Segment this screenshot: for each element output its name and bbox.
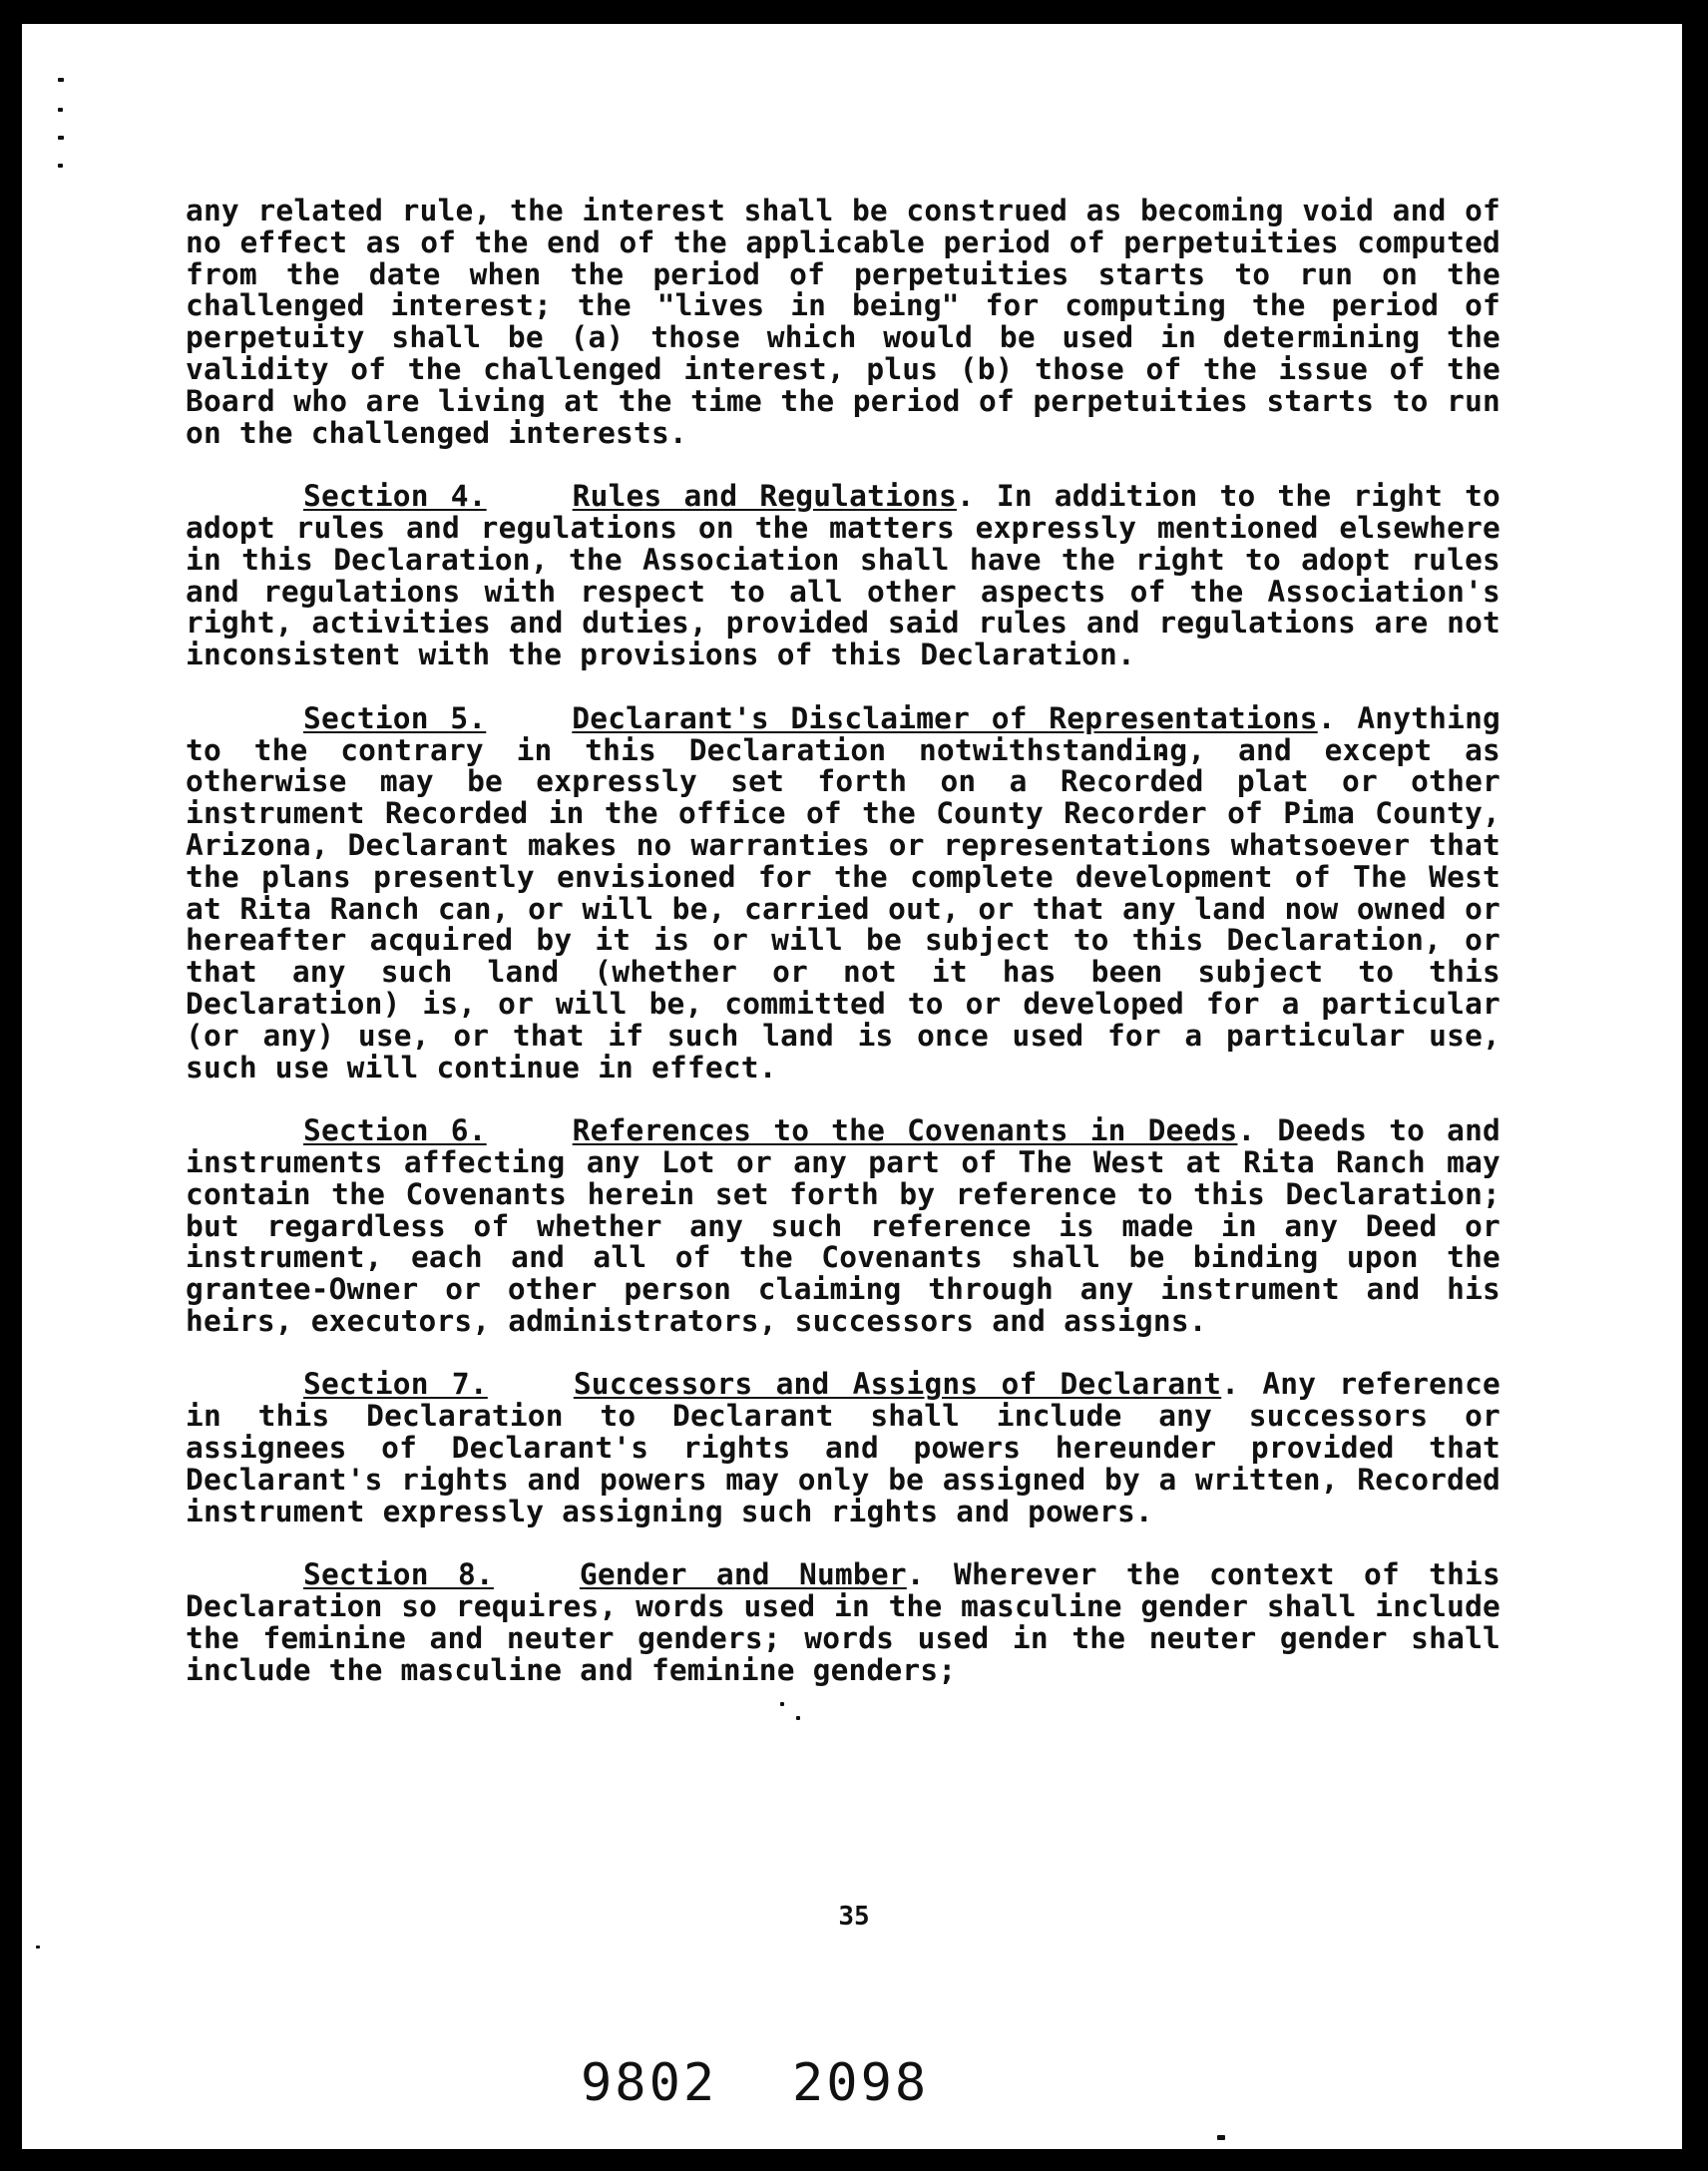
- scan-speck: [796, 1716, 800, 1720]
- section-6-text: . Deeds to and instruments affecting any Lot or any part of The West at Rita Ranch may contain the Covenants herein set forth by reference to this Declaration; but regardless of whether any such reference is made in any Deed or instrument, each and all of the Covenants shall be binding upon the grantee-Owner or other person claiming through any instrument and his heirs, executors, administrators, successors and assigns.: [186, 1113, 1501, 1338]
- opening-paragraph: any related rule, the interest shall be construed as becoming void and of no effect as of the end of the applicable period of perpetuities computed from the date when the period of perpetuities starts to run on the challenged interest; the "lives in being" for computing the period of perpetuity shall be (a) those which would be used in determining the validity of the challenged interest, plus (b) those of the issue of the Board who are living at the time the period of perpetuities starts to run on the challenged interests.: [186, 194, 1500, 450]
- scan-speck: [36, 1946, 40, 1949]
- scan-speck: [780, 1702, 784, 1706]
- section-7-label: Section 7.: [303, 1367, 488, 1402]
- section-8-label: Section 8.: [303, 1557, 494, 1592]
- section-6-paragraph: [186, 1115, 1500, 1338]
- section-6-label: Section 6.: [303, 1113, 487, 1148]
- scan-speck: [58, 108, 63, 112]
- document-number-left: 9802: [581, 2053, 718, 2113]
- scan-speck: [58, 136, 64, 140]
- section-7-title: Successors and Assigns of Declarant: [573, 1367, 1222, 1402]
- document-number-right: 2098: [792, 2053, 930, 2113]
- section-8-title: Gender and Number: [579, 1557, 907, 1592]
- section-8-paragraph: [186, 1559, 1500, 1686]
- section-8-text: . Wherever the context of this Declaration so requires, words used in the masculine gender shall include the feminine and neuter genders; words used in the neuter gender shall include the masculine and feminine genders;: [186, 1557, 1500, 1687]
- section-7-paragraph: [186, 1369, 1500, 1527]
- section-4-title: Rules and Regulations: [572, 479, 957, 514]
- scan-speck: [1217, 2135, 1225, 2140]
- scan-speck: [58, 78, 64, 82]
- document-body: [186, 196, 1500, 1686]
- section-5-label: Section 5.: [303, 700, 487, 735]
- section-4-text: . In addition to the right to adopt rules and regulations on the matters expressly mentioned elsewhere in this Declaration, the Association shall have the right to adopt rules and regulations with respect to all other aspects of the Association's right, activities and duties, provided said rules and regulations are not inconsistent with the provisions of this Declaration.: [186, 479, 1501, 672]
- scan-speck: [58, 164, 63, 168]
- section-5-paragraph: [186, 700, 1501, 1085]
- section-7-text: . Any reference in this Declaration to Declarant shall include any successors or assignees of Declarant's rights and powers hereunder provided that Declarant's rights and powers may only be assigned by a written, Recorded instrument expressly assigning such rights and powers.: [186, 1367, 1500, 1528]
- section-5-title: Declarant's Disclaimer of Representations: [572, 700, 1318, 735]
- section-4-label: Section 4.: [303, 479, 487, 514]
- section-4-paragraph: [186, 481, 1500, 671]
- section-5-text: . Anything to the contrary in this Declaration notwithstanding, and except as otherwise may be expressly set forth on a Recorded plat or other instrument Recorded in the office of the County Recorder of Pima County, Arizona, Declarant makes no warranties or representations whatsoever that the plans presently envisioned for the complete development of The West at Rita Ranch can, or will be, carried out, or that any land now owned or hereafter acquired by it is or will be subject to this Declaration, or that any such land (whether or not it has been subject to this Declaration) is, or will be, committed to or developed for a particular (or any) use, or that if such land is once used for a particular use, such use will continue in effect.: [186, 700, 1501, 1085]
- page-number: 35: [838, 1902, 870, 1932]
- section-6-title: References to the Covenants in Deeds: [572, 1113, 1238, 1148]
